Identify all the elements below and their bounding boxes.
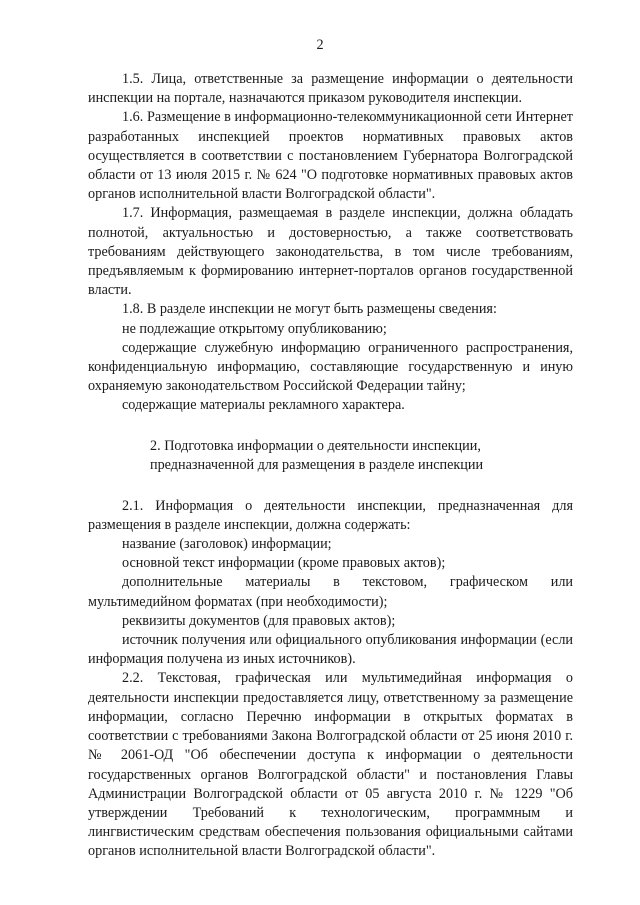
paragraph-2-2: 2.2. Текстовая, графическая или мультимедийная информация о деятельности инспекции предоставляется лицу, ответственному за размещение информации, согласно Перечню информации в открытых форматах в соответствии с требованиями Закона Волгоградской области от 25 июня 2010 г. № 2061-ОД "Об обеспечении доступа к информации о деятельности государственных органов Волгоградской области" и постановления Главы Администрации Волгоградской области от 05 августа 2010 г. № 1229 "Об утверждении Требований к технологическим, программным и лингвистическим средствам обеспечения пользования официальными сайтами органов исполнительной власти Волгоградской области". [88,670,573,860]
paragraph-1-5: 1.5. Лица, ответственные за размещение информации о деятельности инспекции на портале, назначаются приказом руководителя инспекции. [88,71,573,107]
list-item: реквизиты документов (для правовых актов); [122,612,396,629]
list-item: не подлежащие открытому опубликованию; [122,320,387,337]
section-heading [88,437,573,476]
section-heading-line-1: 2. Подготовка информации о деятельности инспекции, [150,437,481,454]
list-item: основной текст информации (кроме правовых актов); [122,555,446,572]
paragraph-1-8: 1.8. В разделе инспекции не могут быть размещены сведения: [122,301,497,318]
paragraph-2-1: 2.1. Информация о деятельности инспекции, предназначенная для размещения в разделе инспекции, должна содержать: [88,497,573,533]
list-item: содержащие служебную информацию ограниченного распространения, конфиденциальную информацию, составляющие государственную и иную охраняемую законодательством Российской Федерации тайну; [88,339,573,395]
list-item: источник получения или официального опубликования информации (если информация получена из иных источников). [88,632,573,668]
paragraph-1-6: 1.6. Размещение в информационно-телекоммуникационной сети Интернет разработанных инспекцией проектов нормативных правовых актов осуществляется в соответствии с постановлением Губернатора Волгоградской области от 13 июля 2015 г. № 624 "О подготовке нормативных правовых актов органов исполнительной власти Волгоградской области". [88,109,573,203]
document-body [88,70,573,862]
paragraph-1-7: 1.7. Информация, размещаемая в разделе инспекции, должна обладать полнотой, актуальностью и достоверностью, а также соответствовать требованиям действующего законодательства, в том числе требованиям, предъявляемым к формированию интернет-порталов органов государственной власти. [88,205,573,299]
list-item: содержащие материалы рекламного характера. [122,397,405,414]
list-item: дополнительные материалы в текстовом, графическом или мультимедийном форматах (при необходимости); [88,574,573,610]
section-heading-line-2: предназначенной для размещения в разделе инспекции [150,457,484,474]
page-number: 2 [316,37,324,53]
list-item: название (заголовок) информации; [122,536,332,553]
